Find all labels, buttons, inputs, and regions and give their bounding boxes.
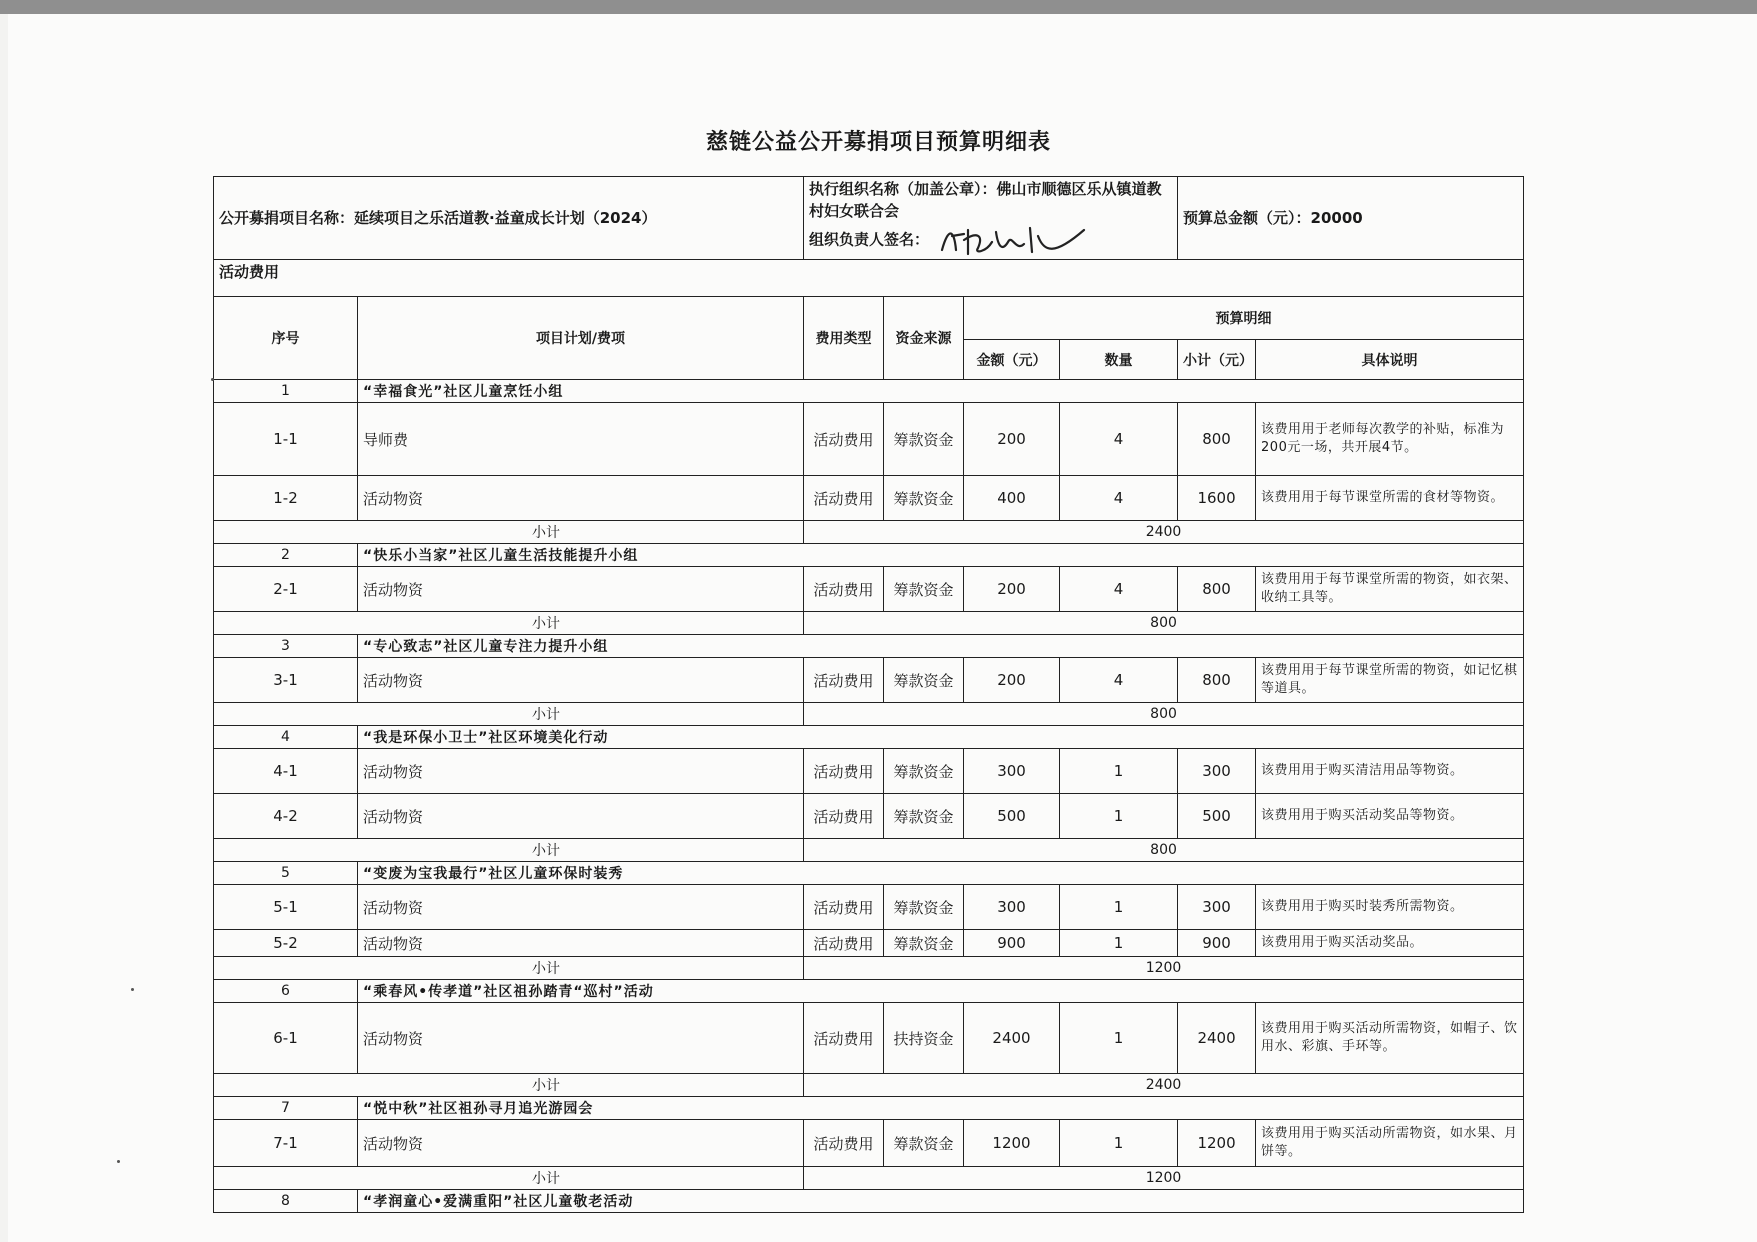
scan-speck (117, 1160, 120, 1163)
item-source: 筹款资金 (884, 794, 964, 839)
item-amount: 300 (964, 749, 1060, 794)
subtotal-row (214, 957, 1524, 980)
item-type: 活动费用 (804, 403, 884, 476)
item-row (214, 885, 1524, 930)
section-row (214, 862, 1524, 885)
section-no: 1 (214, 380, 358, 403)
section-row (214, 544, 1524, 567)
section-row (214, 1097, 1524, 1120)
item-no: 7-1 (214, 1120, 358, 1167)
section-row (214, 635, 1524, 658)
item-amount: 300 (964, 885, 1060, 930)
item-qty: 1 (1060, 1003, 1178, 1074)
document-title: 慈链公益公开募捐项目预算明细表 (705, 130, 1051, 155)
subtotal-label: 小计 (214, 839, 804, 862)
item-row (214, 1120, 1524, 1167)
total-cell: 预算总金额（元）：20000 (1178, 177, 1524, 260)
section-no: 2 (214, 544, 358, 567)
item-type: 活动费用 (804, 658, 884, 703)
item-qty: 1 (1060, 885, 1178, 930)
item-row (214, 567, 1524, 612)
org-name: 执行组织名称（加盖公章）：佛山市顺德区乐从镇道教村妇女联合会 (809, 180, 1162, 220)
subtotal-row (214, 521, 1524, 544)
item-no: 4-2 (214, 794, 358, 839)
subtotal-row (214, 612, 1524, 635)
item-row (214, 749, 1524, 794)
item-source: 筹款资金 (884, 1120, 964, 1167)
subtotal-value: 2400 (804, 521, 1524, 544)
item-amount: 900 (964, 930, 1060, 957)
category-row (214, 260, 1524, 297)
section-no: 4 (214, 726, 358, 749)
item-type: 活动费用 (804, 476, 884, 521)
item-row (214, 930, 1524, 957)
section-name: “乘春风•传孝道”社区祖孙踏青“巡村”活动 (358, 980, 1524, 1003)
scan-speck (131, 988, 134, 991)
item-name: 活动物资 (358, 476, 804, 521)
col-desc: 具体说明 (1256, 340, 1524, 380)
subtotal-row (214, 839, 1524, 862)
org-cell (804, 177, 1178, 260)
item-name: 活动物资 (358, 1120, 804, 1167)
section-name: “我是环保小卫士”社区环境美化行动 (358, 726, 1524, 749)
item-qty: 1 (1060, 794, 1178, 839)
item-source: 筹款资金 (884, 476, 964, 521)
item-row (214, 1003, 1524, 1074)
subtotal-value: 800 (804, 839, 1524, 862)
subtotal-label: 小计 (214, 957, 804, 980)
item-qty: 1 (1060, 749, 1178, 794)
item-name: 活动物资 (358, 567, 804, 612)
item-desc: 该费用用于购买清洁用品等物资。 (1256, 749, 1524, 794)
item-name: 导师费 (358, 403, 804, 476)
subtotal-value: 1200 (804, 1167, 1524, 1190)
handwritten-signature-icon (934, 222, 1094, 258)
item-name: 活动物资 (358, 794, 804, 839)
item-type: 活动费用 (804, 885, 884, 930)
subtotal-label: 小计 (214, 612, 804, 635)
subtotal-value: 2400 (804, 1074, 1524, 1097)
item-subtotal: 300 (1178, 749, 1256, 794)
item-desc: 该费用用于每节课堂所需的物资，如记忆棋等道具。 (1256, 658, 1524, 703)
item-no: 5-2 (214, 930, 358, 957)
item-name: 活动物资 (358, 749, 804, 794)
item-desc: 该费用用于老师每次教学的补贴，标准为200元一场，共开展4节。 (1256, 403, 1524, 476)
item-subtotal: 800 (1178, 567, 1256, 612)
item-amount: 2400 (964, 1003, 1060, 1074)
item-desc: 该费用用于购买时装秀所需物资。 (1256, 885, 1524, 930)
item-type: 活动费用 (804, 794, 884, 839)
section-no: 6 (214, 980, 358, 1003)
subtotal-label: 小计 (214, 1074, 804, 1097)
item-qty: 4 (1060, 658, 1178, 703)
subtotal-label: 小计 (214, 703, 804, 726)
item-amount: 200 (964, 658, 1060, 703)
item-subtotal: 2400 (1178, 1003, 1256, 1074)
header-row (214, 177, 1524, 260)
col-item: 项目计划/费项 (358, 297, 804, 380)
item-amount: 1200 (964, 1120, 1060, 1167)
subtotal-row (214, 1074, 1524, 1097)
item-source: 筹款资金 (884, 658, 964, 703)
item-amount: 200 (964, 403, 1060, 476)
col-detail: 预算明细 (964, 297, 1524, 340)
section-row (214, 1190, 1524, 1213)
section-row (214, 726, 1524, 749)
item-subtotal: 800 (1178, 658, 1256, 703)
item-desc: 该费用用于购买活动所需物资，如水果、月饼等。 (1256, 1120, 1524, 1167)
item-source: 筹款资金 (884, 567, 964, 612)
item-qty: 4 (1060, 567, 1178, 612)
section-no: 5 (214, 862, 358, 885)
item-qty: 1 (1060, 1120, 1178, 1167)
item-subtotal: 1600 (1178, 476, 1256, 521)
item-no: 2-1 (214, 567, 358, 612)
item-row (214, 403, 1524, 476)
budget-table (213, 176, 1524, 1213)
section-no: 3 (214, 635, 358, 658)
scan-top-band (0, 0, 1757, 14)
item-source: 扶持资金 (884, 1003, 964, 1074)
item-subtotal: 300 (1178, 885, 1256, 930)
item-qty: 4 (1060, 476, 1178, 521)
item-source: 筹款资金 (884, 403, 964, 476)
item-desc: 该费用用于购买活动奖品等物资。 (1256, 794, 1524, 839)
item-type: 活动费用 (804, 1120, 884, 1167)
item-source: 筹款资金 (884, 930, 964, 957)
item-desc: 该费用用于每节课堂所需的物资，如衣架、收纳工具等。 (1256, 567, 1524, 612)
col-qty: 数量 (1060, 340, 1178, 380)
item-desc: 该费用用于每节课堂所需的食材等物资。 (1256, 476, 1524, 521)
col-no: 序号 (214, 297, 358, 380)
section-row (214, 980, 1524, 1003)
item-subtotal: 900 (1178, 930, 1256, 957)
subtotal-row (214, 703, 1524, 726)
subtotal-row (214, 1167, 1524, 1190)
item-desc: 该费用用于购买活动所需物资，如帽子、饮用水、彩旗、手环等。 (1256, 1003, 1524, 1074)
signer-label: 组织负责人签名： (809, 230, 930, 249)
item-no: 5-1 (214, 885, 358, 930)
section-name: “专心致志”社区儿童专注力提升小组 (358, 635, 1524, 658)
item-name: 活动物资 (358, 930, 804, 957)
item-source: 筹款资金 (884, 885, 964, 930)
item-no: 1-2 (214, 476, 358, 521)
item-type: 活动费用 (804, 1003, 884, 1074)
item-desc: 该费用用于购买活动奖品。 (1256, 930, 1524, 957)
item-row (214, 794, 1524, 839)
item-amount: 500 (964, 794, 1060, 839)
item-subtotal: 500 (1178, 794, 1256, 839)
subtotal-value: 800 (804, 703, 1524, 726)
section-name: “孝润童心•爱满重阳”社区儿童敬老活动 (358, 1190, 1524, 1213)
item-name: 活动物资 (358, 885, 804, 930)
signer-line (809, 222, 1172, 258)
section-row (214, 380, 1524, 403)
section-name: “悦中秋”社区祖孙寻月追光游园会 (358, 1097, 1524, 1120)
col-amount: 金额（元） (964, 340, 1060, 380)
item-no: 4-1 (214, 749, 358, 794)
item-no: 3-1 (214, 658, 358, 703)
scan-speck (211, 378, 214, 381)
section-no: 7 (214, 1097, 358, 1120)
subtotal-value: 1200 (804, 957, 1524, 980)
item-no: 1-1 (214, 403, 358, 476)
subtotal-label: 小计 (214, 521, 804, 544)
item-row (214, 476, 1524, 521)
section-name: “幸福食光”社区儿童烹饪小组 (358, 380, 1524, 403)
project-name-cell: 公开募捐项目名称：延续项目之乐活道教·益童成长计划（2024） (214, 177, 804, 260)
item-no: 6-1 (214, 1003, 358, 1074)
item-type: 活动费用 (804, 749, 884, 794)
item-type: 活动费用 (804, 567, 884, 612)
item-row (214, 658, 1524, 703)
item-qty: 1 (1060, 930, 1178, 957)
col-source: 资金来源 (884, 297, 964, 380)
section-name: “快乐小当家”社区儿童生活技能提升小组 (358, 544, 1524, 567)
section-no: 8 (214, 1190, 358, 1213)
category-label: 活动费用 (214, 260, 1524, 297)
item-subtotal: 800 (1178, 403, 1256, 476)
col-type: 费用类型 (804, 297, 884, 380)
item-source: 筹款资金 (884, 749, 964, 794)
item-name: 活动物资 (358, 658, 804, 703)
item-name: 活动物资 (358, 1003, 804, 1074)
section-name: “变废为宝我最行”社区儿童环保时装秀 (358, 862, 1524, 885)
item-amount: 400 (964, 476, 1060, 521)
item-amount: 200 (964, 567, 1060, 612)
subtotal-value: 800 (804, 612, 1524, 635)
subtotal-label: 小计 (214, 1167, 804, 1190)
column-header-row (214, 297, 1524, 340)
col-subtotal: 小计（元） (1178, 340, 1256, 380)
item-type: 活动费用 (804, 930, 884, 957)
item-qty: 4 (1060, 403, 1178, 476)
item-subtotal: 1200 (1178, 1120, 1256, 1167)
